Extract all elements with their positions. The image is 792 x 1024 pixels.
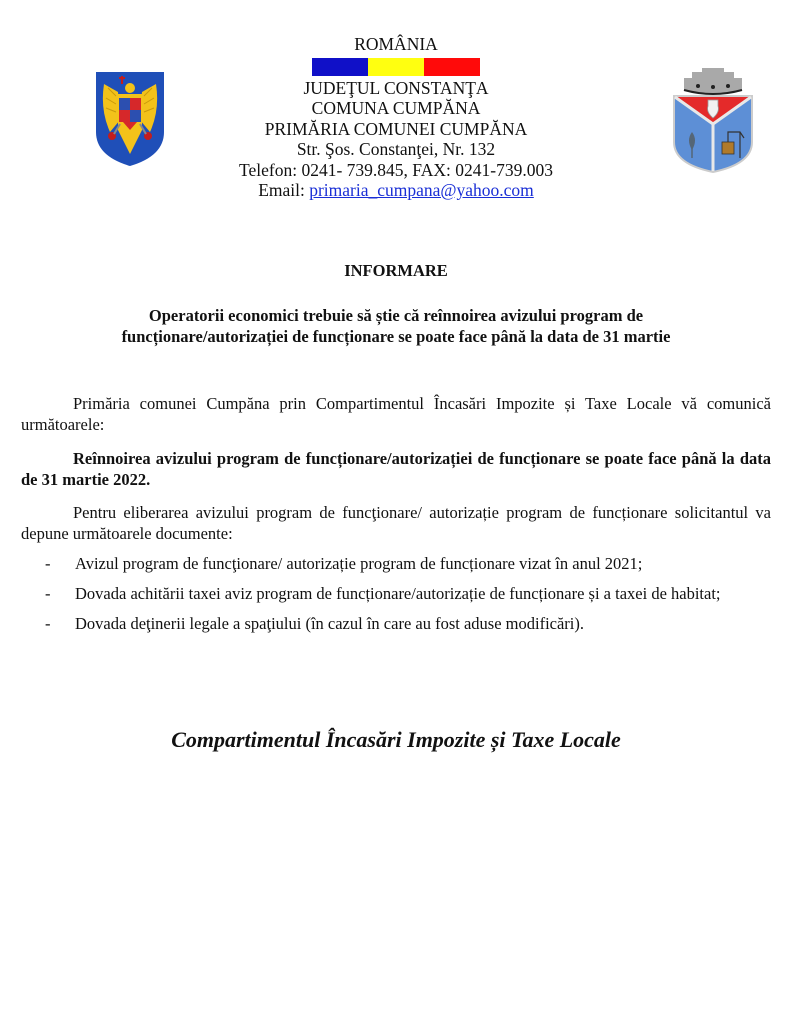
phone-fax: Telefon: 0241- 739.845, FAX: 0241-739.003 [239, 159, 553, 180]
email-link[interactable]: primaria_cumpana@yahoo.com [309, 180, 534, 200]
intro-paragraph [21, 393, 771, 435]
department-signature: Compartimentul Încasări Impozite și Taxe Locale [171, 727, 621, 752]
flag-stripe-red [424, 58, 480, 76]
bullet-dash: - [45, 614, 51, 633]
county-name: JUDEŢUL CONSTANŢA [303, 77, 489, 98]
requirements-paragraph [21, 502, 771, 544]
subtitle-line-1: Operatorii economici trebuie să știe că reînnoirea avizului program de [148, 306, 644, 325]
deadline-text: Reînnoirea avizului program de funcționare/autorizației de funcționare se poate face până la data de 31 martie 2022. [21, 449, 771, 489]
list-item [21, 613, 771, 634]
romanian-flag-icon [312, 58, 481, 76]
email-label: Email: [258, 180, 310, 200]
address: Str. Şos. Constanţei, Nr. 132 [296, 139, 496, 159]
list-item [21, 553, 771, 574]
document-title: INFORMARE [344, 261, 448, 280]
flag-stripe-yellow [368, 58, 424, 76]
cumpana-coat-of-arms-icon [668, 66, 758, 176]
deadline-paragraph [21, 448, 771, 490]
letterhead [196, 34, 596, 201]
list-item-text: Dovada deţinerii legale a spaţiului (în cazul în care au fost aduse modificări). [75, 614, 585, 633]
email-line [196, 180, 596, 201]
flag-stripe-blue [312, 58, 368, 76]
required-documents-list [21, 553, 771, 643]
list-item-text: Avizul program de funcţionare/ autorizație program de funcționare vizat în anul 2021; [75, 554, 643, 573]
bullet-dash: - [45, 584, 51, 603]
requirements-text: Pentru eliberarea avizului program de funcţionare/ autorizație program de funcționare solicitantul va depune următoarele documente: [21, 503, 771, 543]
commune-name: COMUNA CUMPĂNA [311, 98, 481, 118]
list-item-text: Dovada achitării taxei aviz program de funcționare/autorizație de funcționare și a taxei de habitat; [75, 584, 721, 603]
document-subtitle [40, 305, 752, 347]
intro-text: Primăria comunei Cumpăna prin Compartimentul Încasări Impozite și Taxe Locale vă comunică următoarele: [21, 394, 771, 434]
subtitle-line-2: funcționare/autorizației de funcționare se poate face până la data de 31 martie [121, 327, 671, 346]
townhall-name: PRIMĂRIA COMUNEI CUMPĂNA [264, 118, 528, 139]
country-name: ROMÂNIA [354, 34, 438, 54]
list-item [21, 583, 771, 604]
romania-coat-of-arms-icon [94, 70, 166, 168]
bullet-dash: - [45, 554, 51, 573]
